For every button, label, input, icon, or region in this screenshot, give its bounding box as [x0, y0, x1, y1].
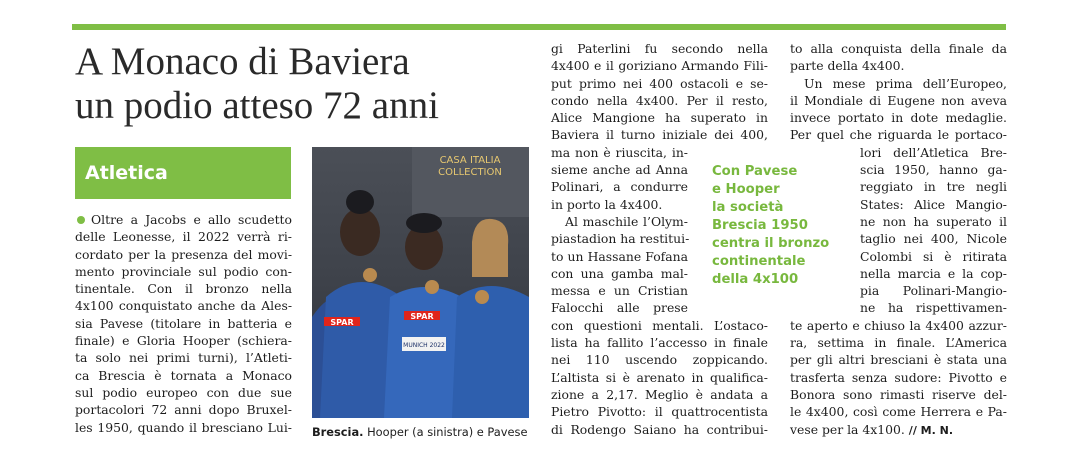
text-line: 4x100 conquistato anche da Ales- — [75, 298, 292, 314]
section-label: Atletica — [75, 147, 291, 199]
text-line: 4x400 e il goriziano Armando Fili- — [551, 58, 768, 74]
text-line: reggiato in tre negli — [860, 179, 1007, 195]
photo-caption — [312, 424, 552, 441]
pull-quote-line: continentale — [712, 254, 806, 269]
article-column-1 — [75, 211, 292, 436]
top-accent-bar — [72, 24, 1006, 30]
athletes-photo — [312, 147, 529, 418]
text-line: to alla conquista della finale da — [790, 41, 1007, 56]
text-line: ne non ha superato il — [860, 213, 1007, 229]
text-line: messa e un Cristian — [551, 283, 688, 299]
text-line: gi Paterlini fu secondo nella — [551, 41, 768, 56]
text-line: nei 110 uscendo zoppicando. — [551, 352, 768, 368]
text-line: in porto la 4x400. — [551, 196, 663, 212]
bib-number-text: MUNICH 2022 — [403, 342, 445, 349]
text-line: con una gamba mal- — [551, 265, 688, 281]
text-line: pia Polinari-Mangio- — [860, 283, 1007, 299]
text-line: Colombi si è ritirata — [860, 248, 1007, 264]
pull-quote-line: centra il bronzo — [712, 236, 830, 251]
text-line: Un mese prima dell’Europeo, — [804, 75, 1007, 91]
wrapped-text-block — [551, 144, 688, 317]
text-line: put primo nei 400 ostacoli e se- — [551, 75, 768, 91]
text-line: Per quel che riguarda le portaco- — [790, 127, 1007, 143]
text-line: States: Alice Mangio- — [860, 196, 1007, 212]
text-line: zione a 2,17. Meglio è andata a — [551, 386, 768, 402]
text-line: trasferta senza sudore: Pivotto e — [790, 369, 1007, 385]
pull-quote-line: della 4x100 — [712, 272, 799, 287]
text-line: per gli altri bresciani è stata una — [790, 352, 1007, 368]
text-line: mento provinciale sul podio con- — [75, 263, 292, 279]
text-line: lori dell’Atletica Bre- — [860, 144, 1007, 160]
text-line: Falocchi alle prese — [551, 300, 688, 316]
text-line: sia Pavese (titolare in batteria e — [75, 315, 292, 331]
text-line: Polinari, a condurre — [551, 179, 688, 195]
text-line: to un Hassane Fofana — [551, 248, 688, 264]
text-line: portacolori 72 anni dopo Bruxel- — [75, 402, 292, 418]
pull-quote-line: la società — [712, 200, 784, 215]
text-line: le 4x400, così come Herrera e Pa- — [790, 404, 1007, 420]
text-line: Alice Mangione ha superato in — [551, 110, 768, 126]
text-line: taglio nei 400, Nicole — [860, 231, 1007, 247]
text-line: te aperto e chiuso la 4x400 azzur- — [790, 317, 1007, 333]
text-line: con questioni mentali. L’ostaco- — [551, 317, 768, 333]
text-line: L’altista si è arenato in qualifica- — [551, 369, 768, 385]
text-line: vese per la 4x100. // M. N. — [790, 421, 954, 437]
text-line: scia 1950, hanno ga- — [860, 162, 1007, 178]
text-line: ca Brescia è tornata a Monaco — [75, 367, 292, 383]
text-line: ta solo nei primi turni), l’Atleti- — [75, 350, 292, 366]
text-line: sul podio europeo con due sue — [75, 384, 292, 400]
text-line: ne ha rispettivamen- — [860, 300, 1007, 316]
text-line: sieme anche ad Anna — [551, 162, 688, 178]
text-line: nella marcia e la cop- — [860, 265, 1007, 281]
text-line: invece portato in dote medaglie. — [790, 110, 1007, 126]
text-line: piastadion ha restitui- — [551, 231, 690, 247]
wrapped-text-block — [860, 144, 1007, 317]
text-line: Al maschile l’Olym- — [565, 213, 688, 229]
banner-line-1: CASA ITALIA — [439, 155, 501, 166]
text-line: les 1950, quando il bresciano Lui- — [75, 419, 292, 435]
text-line: cordato per la presenza del movi- — [75, 246, 292, 262]
pull-quote-line: Con Pavese — [712, 164, 798, 179]
bib-sponsor-1: SPAR — [330, 318, 354, 327]
caption-lead: Brescia. — [312, 425, 364, 439]
author-signature: // M. N. — [908, 423, 954, 437]
text-line: delle Leonesse, il 2022 verrà ri- — [75, 229, 292, 245]
bullet-dot-icon — [77, 216, 85, 224]
article-headline — [75, 40, 515, 128]
headline-line-2: un podio atteso 72 anni — [75, 84, 439, 127]
article-column-4 — [790, 40, 1007, 439]
pull-quote-line: e Hooper — [712, 182, 780, 197]
text-line: ra, settima in finale. L’America — [790, 335, 1007, 351]
caption-text: Hooper (a sinistra) e Pavese — [363, 425, 528, 439]
text-line: parte della 4x400. — [790, 58, 905, 74]
text-line: Oltre a Jacobs e allo scudetto — [75, 211, 292, 228]
photo-illustration — [312, 147, 529, 418]
text-line: condo nella 4x400. Per il resto, — [551, 92, 768, 108]
banner-line-2: COLLECTION — [438, 167, 502, 178]
text-line: Baviera il turno iniziale dei 400, — [551, 127, 768, 143]
headline-line-1: A Monaco di Baviera — [75, 40, 410, 83]
text-line: finale) e Gloria Hooper (schiera- — [75, 333, 292, 349]
bib-sponsor-2: SPAR — [410, 312, 434, 321]
text-line: il Mondiale di Eugene non aveva — [790, 92, 1007, 108]
text-line: ma non è riuscita, in- — [551, 144, 688, 160]
text-line: di Rodengo Saiano ha contribui- — [551, 421, 768, 437]
text-line: Pietro Pivotto: il quattrocentista — [551, 404, 768, 420]
text-line: Bonora sono rimasti riserve del- — [790, 386, 1007, 402]
pull-quote-line: Brescia 1950 — [712, 218, 808, 233]
text-line: tinentale. Con il bronzo nella — [75, 281, 292, 297]
text-line: lista ha fallito l’accesso in finale — [551, 335, 768, 351]
